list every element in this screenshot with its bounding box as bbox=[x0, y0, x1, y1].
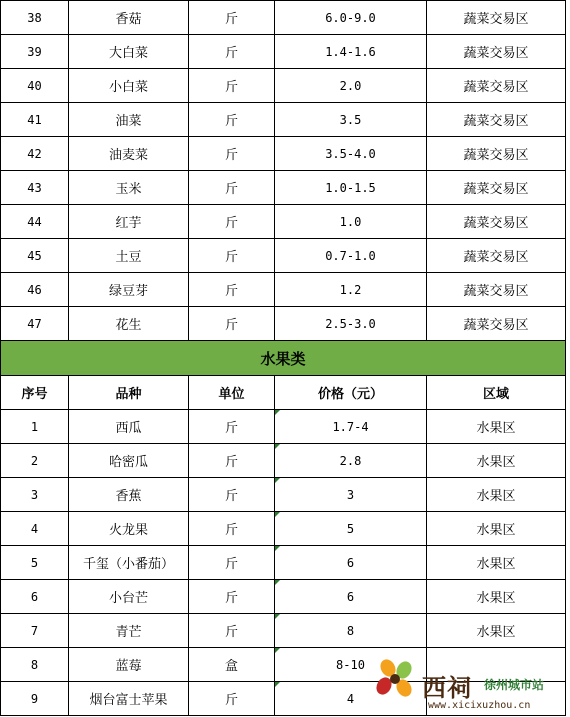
row-number-cell: 42 bbox=[1, 137, 69, 171]
item-name-cell: 千玺（小番茄） bbox=[69, 546, 189, 580]
row-number-cell: 3 bbox=[1, 478, 69, 512]
price-cell: 5 bbox=[275, 512, 427, 546]
fruit-section-row bbox=[1, 341, 566, 376]
area-cell: 蔬菜交易区 bbox=[427, 137, 566, 171]
watermark-city: 徐州城市站 bbox=[484, 678, 545, 692]
unit-cell: 斤 bbox=[189, 171, 275, 205]
price-cell: 6.0-9.0 bbox=[275, 1, 427, 35]
unit-cell: 盒 bbox=[189, 648, 275, 682]
item-name-cell: 青芒 bbox=[69, 614, 189, 648]
price-cell: 2.0 bbox=[275, 69, 427, 103]
area-cell: 蔬菜交易区 bbox=[427, 103, 566, 137]
unit-cell: 斤 bbox=[189, 512, 275, 546]
area-cell: 蔬菜交易区 bbox=[427, 35, 566, 69]
header-name: 品种 bbox=[69, 376, 189, 410]
watermark-brand: 西祠 bbox=[422, 673, 472, 702]
item-name-cell: 香蕉 bbox=[69, 478, 189, 512]
price-cell: 1.0-1.5 bbox=[275, 171, 427, 205]
row-number-cell: 1 bbox=[1, 410, 69, 444]
area-cell: 蔬菜交易区 bbox=[427, 205, 566, 239]
area-cell: 蔬菜交易区 bbox=[427, 171, 566, 205]
table-row bbox=[1, 580, 566, 614]
unit-cell: 斤 bbox=[189, 614, 275, 648]
area-cell: 蔬菜交易区 bbox=[427, 69, 566, 103]
item-name-cell: 烟台富士苹果 bbox=[69, 682, 189, 716]
item-name-cell: 油菜 bbox=[69, 103, 189, 137]
price-cell: 4 bbox=[275, 682, 427, 716]
item-name-cell: 油麦菜 bbox=[69, 137, 189, 171]
unit-cell: 斤 bbox=[189, 478, 275, 512]
price-cell: 1.4-1.6 bbox=[275, 35, 427, 69]
unit-cell: 斤 bbox=[189, 69, 275, 103]
row-number-cell: 47 bbox=[1, 307, 69, 341]
price-cell: 8-10 bbox=[275, 648, 427, 682]
table-row bbox=[1, 273, 566, 307]
row-number-cell: 46 bbox=[1, 273, 69, 307]
row-number-cell: 38 bbox=[1, 1, 69, 35]
watermark-logo bbox=[368, 650, 568, 715]
table-row bbox=[1, 171, 566, 205]
row-number-cell: 44 bbox=[1, 205, 69, 239]
item-name-cell: 小台芒 bbox=[69, 580, 189, 614]
item-name-cell: 香菇 bbox=[69, 1, 189, 35]
unit-cell: 斤 bbox=[189, 205, 275, 239]
price-cell: 8 bbox=[275, 614, 427, 648]
price-cell: 1.2 bbox=[275, 273, 427, 307]
price-cell: 3.5-4.0 bbox=[275, 137, 427, 171]
table-row bbox=[1, 307, 566, 341]
fruit-header-row bbox=[1, 376, 566, 410]
table-row bbox=[1, 239, 566, 273]
area-cell: 水果区 bbox=[427, 512, 566, 546]
table-row bbox=[1, 1, 566, 35]
unit-cell: 斤 bbox=[189, 137, 275, 171]
item-name-cell: 蓝莓 bbox=[69, 648, 189, 682]
header-unit: 单位 bbox=[189, 376, 275, 410]
price-cell: 2.8 bbox=[275, 444, 427, 478]
unit-cell: 斤 bbox=[189, 410, 275, 444]
item-name-cell: 花生 bbox=[69, 307, 189, 341]
table-row bbox=[1, 546, 566, 580]
item-name-cell: 小白菜 bbox=[69, 69, 189, 103]
item-name-cell: 玉米 bbox=[69, 171, 189, 205]
area-cell: 水果区 bbox=[427, 478, 566, 512]
item-name-cell: 大白菜 bbox=[69, 35, 189, 69]
fruit-section-title: 水果类 bbox=[1, 341, 566, 376]
table-row bbox=[1, 103, 566, 137]
price-cell: 1.0 bbox=[275, 205, 427, 239]
price-cell: 3 bbox=[275, 478, 427, 512]
unit-cell: 斤 bbox=[189, 1, 275, 35]
row-number-cell: 5 bbox=[1, 546, 69, 580]
price-cell: 6 bbox=[275, 546, 427, 580]
header-area: 区域 bbox=[427, 376, 566, 410]
table-row bbox=[1, 35, 566, 69]
unit-cell: 斤 bbox=[189, 580, 275, 614]
unit-cell: 斤 bbox=[189, 273, 275, 307]
row-number-cell: 45 bbox=[1, 239, 69, 273]
table-row bbox=[1, 614, 566, 648]
row-number-cell: 40 bbox=[1, 69, 69, 103]
row-number-cell: 9 bbox=[1, 682, 69, 716]
unit-cell: 斤 bbox=[189, 546, 275, 580]
item-name-cell: 土豆 bbox=[69, 239, 189, 273]
row-number-cell: 4 bbox=[1, 512, 69, 546]
row-number-cell: 6 bbox=[1, 580, 69, 614]
header-no: 序号 bbox=[1, 376, 69, 410]
unit-cell: 斤 bbox=[189, 307, 275, 341]
row-number-cell: 43 bbox=[1, 171, 69, 205]
price-cell: 2.5-3.0 bbox=[275, 307, 427, 341]
flower-logo-icon bbox=[372, 656, 418, 702]
area-cell: 蔬菜交易区 bbox=[427, 273, 566, 307]
item-name-cell: 西瓜 bbox=[69, 410, 189, 444]
table-row bbox=[1, 512, 566, 546]
unit-cell: 斤 bbox=[189, 444, 275, 478]
item-name-cell: 红芋 bbox=[69, 205, 189, 239]
unit-cell: 斤 bbox=[189, 35, 275, 69]
row-number-cell: 39 bbox=[1, 35, 69, 69]
area-cell: 水果区 bbox=[427, 580, 566, 614]
area-cell: 蔬菜交易区 bbox=[427, 1, 566, 35]
row-number-cell: 7 bbox=[1, 614, 69, 648]
area-cell: 水果区 bbox=[427, 410, 566, 444]
table-row bbox=[1, 205, 566, 239]
vegetable-rows bbox=[1, 1, 566, 341]
area-cell: 水果区 bbox=[427, 614, 566, 648]
unit-cell: 斤 bbox=[189, 682, 275, 716]
area-cell: 水果区 bbox=[427, 546, 566, 580]
header-price: 价格（元） bbox=[275, 376, 427, 410]
unit-cell: 斤 bbox=[189, 103, 275, 137]
table-row bbox=[1, 69, 566, 103]
table-row bbox=[1, 410, 566, 444]
item-name-cell: 绿豆芽 bbox=[69, 273, 189, 307]
area-cell: 水果区 bbox=[427, 444, 566, 478]
item-name-cell: 火龙果 bbox=[69, 512, 189, 546]
table-row bbox=[1, 137, 566, 171]
table-row bbox=[1, 444, 566, 478]
watermark-url: www.xicixuzhou.cn bbox=[428, 700, 531, 711]
price-cell: 3.5 bbox=[275, 103, 427, 137]
unit-cell: 斤 bbox=[189, 239, 275, 273]
area-cell: 蔬菜交易区 bbox=[427, 307, 566, 341]
row-number-cell: 2 bbox=[1, 444, 69, 478]
item-name-cell: 哈密瓜 bbox=[69, 444, 189, 478]
row-number-cell: 8 bbox=[1, 648, 69, 682]
price-cell: 0.7-1.0 bbox=[275, 239, 427, 273]
price-cell: 1.7-4 bbox=[275, 410, 427, 444]
area-cell: 蔬菜交易区 bbox=[427, 239, 566, 273]
row-number-cell: 41 bbox=[1, 103, 69, 137]
table-row bbox=[1, 478, 566, 512]
price-cell: 6 bbox=[275, 580, 427, 614]
